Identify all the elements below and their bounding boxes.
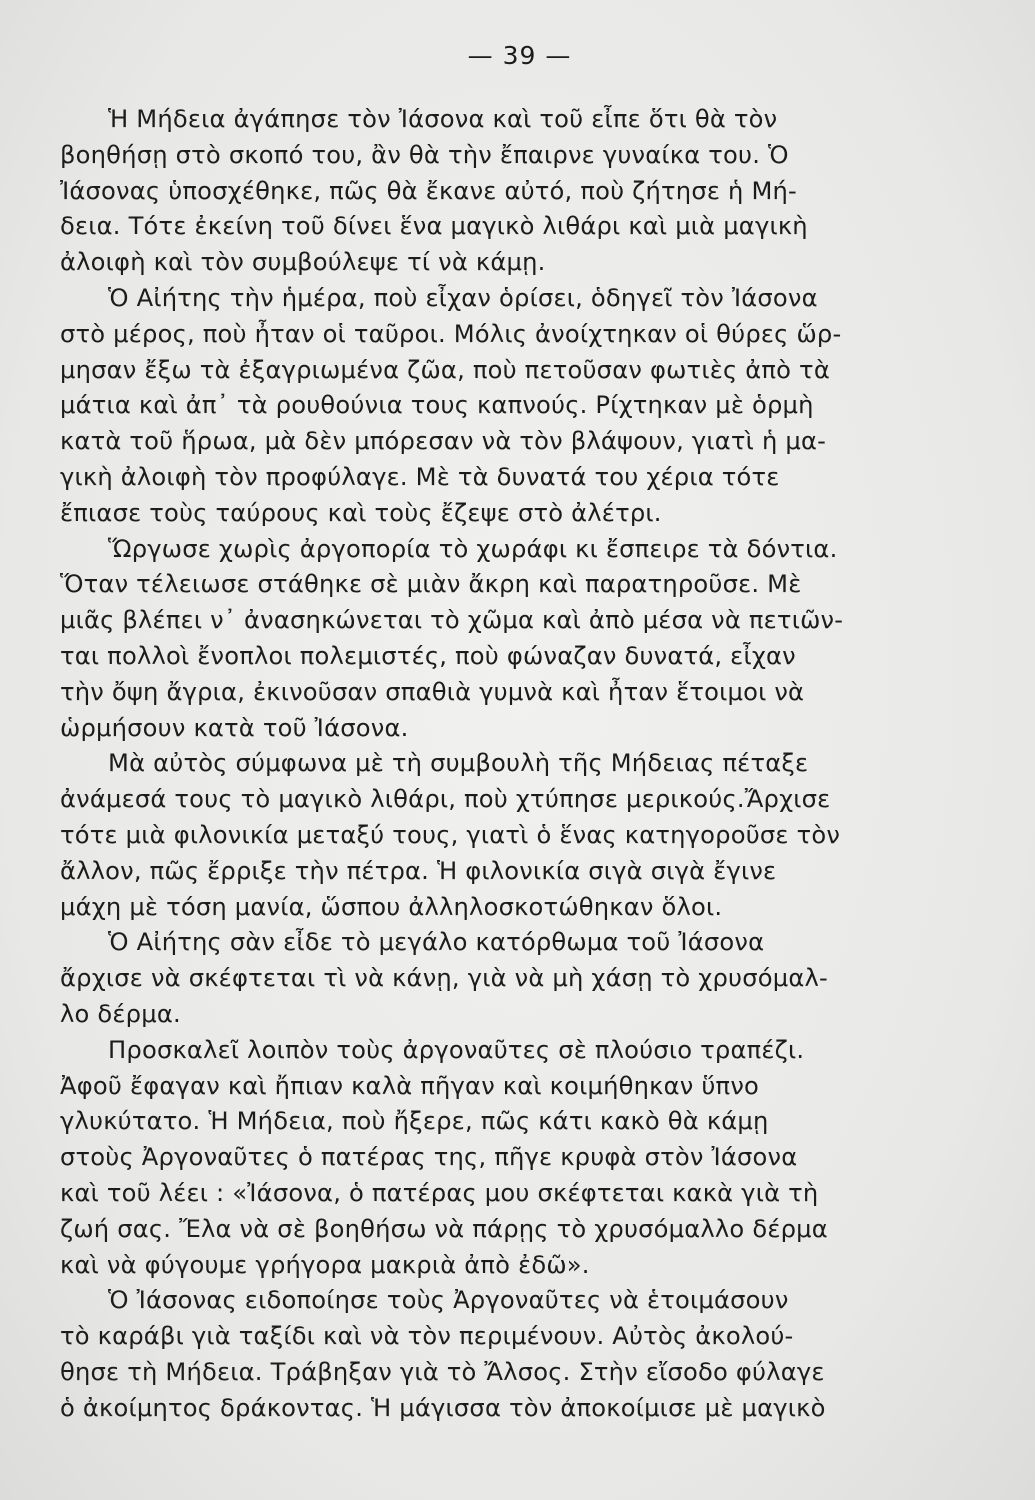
- paragraph-1: [60, 102, 979, 281]
- text-line: Μὰ αὐτὸς σύμφωνα μὲ τὴ συμβουλὴ τῆς Μήδειας πέταξε: [108, 749, 809, 778]
- text-line: μάτια καὶ ἀπ᾿ τὰ ρουθούνια τους καπνούς. Ρίχτηκαν μὲ ὁρμὴ: [60, 391, 814, 420]
- text-line: μιᾶς βλέπει ν᾿ ἀνασηκώνεται τὸ χῶμα καὶ ἀπὸ μέσα νὰ πετιῶν-: [60, 606, 844, 635]
- text-line: Ἡ Μήδεια ἀγάπησε τὸν Ἰάσονα καὶ τοῦ εἶπε ὅτι θὰ τὸν: [108, 105, 778, 133]
- paragraph-3: [60, 532, 979, 747]
- text-line: στὸ μέρος, ποὺ ἦταν οἱ ταῦροι. Μόλις ἀνοίχτηκαν οἱ θύρες ὥρ-: [60, 319, 842, 348]
- text-line: ἀλοιφὴ καὶ τὸν συμβούλεψε τί νὰ κάμῃ.: [60, 248, 546, 277]
- text-line: δεια. Τότε ἐκείνη τοῦ δίνει ἕνα μαγικὸ λιθάρι καὶ μιὰ μαγικὴ: [60, 212, 808, 241]
- text-line: γλυκύτατο. Ἡ Μήδεια, ποὺ ἤξερε, πῶς κάτι κακὸ θὰ κάμῃ: [60, 1107, 769, 1136]
- text-line: ἄρχισε νὰ σκέφτεται τὶ νὰ κάνῃ, γιὰ νὰ μὴ χάσῃ τὸ χρυσόμαλ-: [60, 964, 828, 993]
- text-line: ἔπιασε τοὺς ταύρους καὶ τοὺς ἔζεψε στὸ ἀλέτρι.: [60, 498, 662, 527]
- text-line: βοηθήσῃ στὸ σκοπό του, ἂν θὰ τὴν ἔπαιρνε γυναίκα του. Ὁ: [60, 140, 789, 169]
- text-line: Ἰάσονας ὑποσχέθηκε, πῶς θὰ ἔκανε αὐτό, ποὺ ζήτησε ἡ Μή-: [60, 176, 797, 205]
- text-line: Ὥργωσε χωρὶς ἀργοπορία τὸ χωράφι κι ἔσπειρε τὰ δόντια.: [108, 534, 838, 563]
- text-line: ἀνάμεσά τους τὸ μαγικὸ λιθάρι, ποὺ χτύπησε μερικούς.Ἄρχισε: [60, 785, 831, 814]
- text-line: Ὅταν τέλειωσε στάθηκε σὲ μιὰν ἄκρη καὶ παρατηροῦσε. Μὲ: [60, 570, 802, 599]
- text-line: ζωή σας. Ἔλα νὰ σὲ βοηθήσω νὰ πάρῃς τὸ χρυσόμαλλο δέρμα: [60, 1214, 828, 1243]
- text-line: ὁ ἀκοίμητος δράκοντας. Ἡ μάγισσα τὸν ἀποκοίμισε μὲ μαγικὸ: [60, 1393, 826, 1422]
- text-line: τότε μιὰ φιλονικία μεταξύ τους, γιατὶ ὁ ἕνας κατηγοροῦσε τὸν: [60, 820, 841, 849]
- text-line: καὶ τοῦ λέει : «Ἰάσονα, ὁ πατέρας μου σκέφτεται κακὰ γιὰ τὴ: [60, 1178, 819, 1207]
- text-line: Προσκαλεῖ λοιπὸν τοὺς ἀργοναῦτες σὲ πλούσιο τραπέζι.: [108, 1035, 805, 1064]
- text-line: στοὺς Ἀργοναῦτες ὁ πατέρας της, πῆγε κρυφὰ στὸν Ἰάσονα: [60, 1143, 798, 1172]
- paragraph-7: [60, 1283, 979, 1426]
- paragraph-2: [60, 281, 979, 532]
- text-line: θησε τὴ Μήδεια. Τράβηξαν γιὰ τὸ Ἄλσος. Στὴν εἴσοδο φύλαγε: [60, 1357, 825, 1386]
- text-line: γικὴ ἀλοιφὴ τὸν προφύλαγε. Μὲ τὰ δυνατά του χέρια τότε: [60, 462, 780, 491]
- paragraph-4: [60, 746, 979, 925]
- text-line: Ὁ Ἰάσονας ειδοποίησε τοὺς Ἀργοναῦτες νὰ ἑτοιμάσουν: [108, 1286, 789, 1315]
- text-line: μάχη μὲ τόση μανία, ὥσπου ἀλληλοσκοτώθηκαν ὅλοι.: [60, 892, 723, 921]
- text-line: ἄλλον, πῶς ἔρριξε τὴν πέτρα. Ἡ φιλονικία σιγὰ σιγὰ ἔγινε: [60, 856, 777, 885]
- text-line: κατὰ τοῦ ἥρωα, μὰ δὲν μπόρεσαν νὰ τὸν βλάψουν, γιατὶ ἡ μα-: [60, 427, 827, 456]
- text-line: ὡρμήσουν κατὰ τοῦ Ἰάσονα.: [60, 713, 409, 742]
- body-text: [60, 102, 979, 1426]
- page-number: — 39 —: [467, 41, 572, 70]
- paragraph-6: [60, 1033, 979, 1284]
- text-line: τὴν ὄψη ἄγρια, ἐκινοῦσαν σπαθιὰ γυμνὰ καὶ ἦταν ἕτοιμοι νὰ: [60, 677, 805, 706]
- text-line: Ὁ Αἰήτης σὰν εἶδε τὸ μεγάλο κατόρθωμα τοῦ Ἰάσονα: [108, 928, 765, 957]
- text-line: μησαν ἔξω τὰ ἐξαγριωμένα ζῶα, ποὺ πετοῦσαν φωτιὲς ἀπὸ τὰ: [60, 355, 830, 384]
- text-line: Ὁ Αἰήτης τὴν ἡμέρα, ποὺ εἶχαν ὁρίσει, ὁδηγεῖ τὸν Ἰάσονα: [108, 283, 818, 312]
- paragraph-5: [60, 925, 979, 1032]
- text-line: Ἀφοῦ ἔφαγαν καὶ ἤπιαν καλὰ πῆγαν καὶ κοιμήθηκαν ὕπνο: [60, 1071, 760, 1100]
- text-line: τὸ καράβι γιὰ ταξίδι καὶ νὰ τὸν περιμένουν. Αὐτὸς ἀκολού-: [60, 1322, 794, 1351]
- text-line: λο δέρμα.: [60, 999, 181, 1028]
- text-line: ται πολλοὶ ἔνοπλοι πολεμιστές, ποὺ φώναζαν δυνατά, εἶχαν: [60, 641, 796, 670]
- text-line: καὶ νὰ φύγουμε γρήγορα μακριὰ ἀπὸ ἐδῶ».: [60, 1250, 590, 1279]
